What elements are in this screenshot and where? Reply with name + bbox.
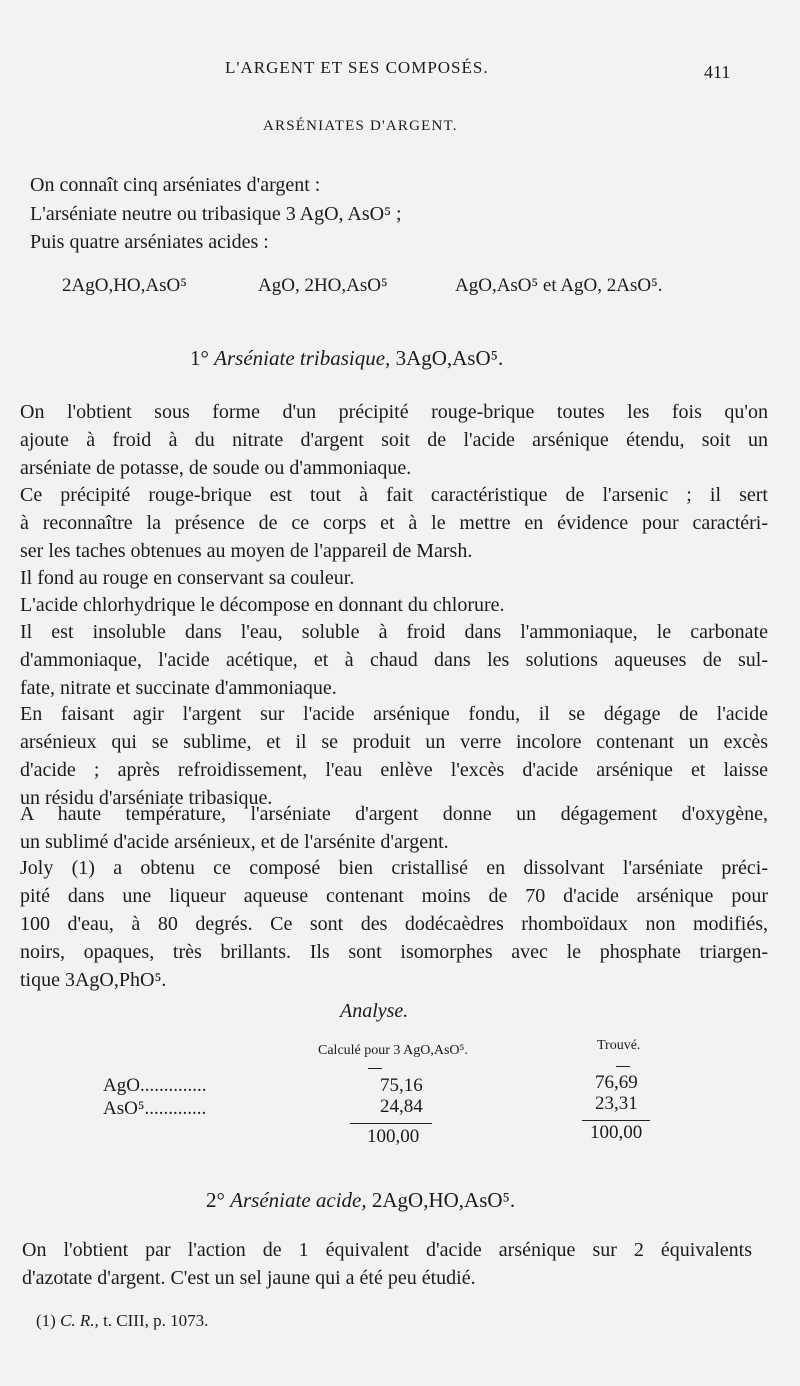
footnote-text: t. CIII, p. 1073. [103,1311,209,1330]
text-line: arsénieux qui se sublime, et il se produit un verre incolore contenant un excès [20,731,768,753]
text-line: tique 3AgO,PhO⁵. [20,969,167,991]
text-line: A haute température, l'arséniate d'argent donne un dégagement d'oxygène, [20,803,768,825]
subsection-2-name: Arséniate acide, [230,1188,367,1212]
text-line: Ce précipité rouge-brique est tout à fait caractéristique de l'arsenic ; il sert [20,484,768,506]
table-cell-calculated: 24,84 [380,1096,423,1117]
text-line: un résidu d'arséniate tribasique. [20,787,273,809]
paragraph-1 [20,398,768,482]
table-dash [368,1068,382,1069]
formula-2: AgO, 2HO,AsO⁵ [258,275,388,296]
paragraph-8 [20,854,768,994]
text-line: En faisant agir l'argent sur l'acide arsénique fondu, il se dégage de l'acide [20,703,768,725]
text-line: Il fond au rouge en conservant sa couleur. [20,567,355,589]
text-line: On l'obtient par l'action de 1 équivalent d'acide arsénique sur 2 équivalents [22,1239,752,1261]
text-line: L'acide chlorhydrique le décompose en donnant du chlorure. [20,594,505,616]
running-header: L'ARGENT ET SES COMPOSÉS. [225,58,489,77]
footnote-mark: (1) [36,1311,56,1330]
text-line: On l'obtient sous forme d'un précipité rouge-brique toutes les fois qu'on [20,401,768,423]
paragraph-6 [20,700,768,812]
table-total-calculated: 100,00 [367,1126,420,1147]
column-header-found: Trouvé. [597,1038,641,1053]
analysis-title: Analyse. [340,1000,409,1022]
table-cell-calculated: 75,16 [380,1075,423,1096]
intro-line-1: On connaît cinq arséniates d'argent : [30,174,321,196]
text-line: Il est insoluble dans l'eau, soluble à froid dans l'ammoniaque, le carbonate [20,621,768,643]
text-line: d'ammoniaque, l'acide acétique, et à chaud dans les solutions aqueuses de sul- [20,649,768,671]
formula-1: 2AgO,HO,AsO⁵ [62,275,187,296]
table-cell-found: 23,31 [595,1093,638,1114]
formula-3: AgO,AsO⁵ et AgO, 2AsO⁵. [455,275,663,296]
text-line: à reconnaître la présence de ce corps et à le mettre en évidence pour caractéri- [20,512,768,534]
section-title: ARSÉNIATES D'ARGENT. [263,118,458,134]
footnote-reference: C. R., [60,1311,99,1330]
paragraph-9 [22,1236,752,1292]
subsection-1-name: Arséniate tribasique, [214,346,391,370]
page-number: 411 [704,62,731,82]
text-line: un sublimé d'acide arsénieux, et de l'arsénite d'argent. [20,831,449,853]
text-line: arséniate de potasse, de soude ou d'ammoniaque. [20,457,412,479]
table-cell-found: 76,69 [595,1072,638,1093]
paragraph-5 [20,618,768,702]
text-line: d'acide ; après refroidissement, l'eau enlève l'excès d'acide arsénique et laisse [20,759,768,781]
column-header-calculated: Calculé pour 3 AgO,AsO⁵. [318,1043,468,1058]
paragraph-4 [20,591,768,619]
subsection-1-number: 1° [190,346,209,370]
subsection-2-number: 2° [206,1188,225,1212]
intro-line-2: L'arséniate neutre ou tribasique 3 AgO, AsO⁵ ; [30,203,402,225]
intro-line-3: Puis quatre arséniates acides : [30,231,269,253]
text-line: pité dans une liqueur aqueuse contenant moins de 70 d'acide arsénique pour [20,885,768,907]
table-total-rule [350,1123,432,1124]
text-line: ajoute à froid à du nitrate d'argent soit de l'acide arsénique étendu, soit un [20,429,768,451]
subsection-1-heading [190,346,503,371]
text-line: 100 d'eau, à 80 degrés. Ce sont des dodécaèdres rhomboïdaux non modifiés, [20,913,768,935]
paragraph-2 [20,481,768,565]
paragraph-7 [20,800,768,856]
text-line: Joly (1) a obtenu ce composé bien cristallisé en dissolvant l'arséniate préci- [20,857,768,879]
table-dash [616,1066,630,1067]
subsection-2-heading [206,1188,515,1213]
paragraph-3 [20,564,768,592]
text-line: noirs, opaques, très brillants. Ils sont isomorphes avec le phosphate triargen- [20,941,768,963]
table-row-label: AsO⁵............. [103,1098,207,1119]
table-total-rule [582,1120,650,1121]
footnote [36,1311,208,1331]
table-total-found: 100,00 [590,1122,643,1143]
subsection-1-formula: 3AgO,AsO⁵. [395,346,504,370]
subsection-2-formula: 2AgO,HO,AsO⁵. [371,1188,516,1212]
text-line: d'azotate d'argent. C'est un sel jaune qui a été peu étudié. [22,1267,476,1289]
text-line: fate, nitrate et succinate d'ammoniaque. [20,677,337,699]
table-row-label: AgO.............. [103,1075,207,1096]
text-line: ser les taches obtenues au moyen de l'appareil de Marsh. [20,540,473,562]
